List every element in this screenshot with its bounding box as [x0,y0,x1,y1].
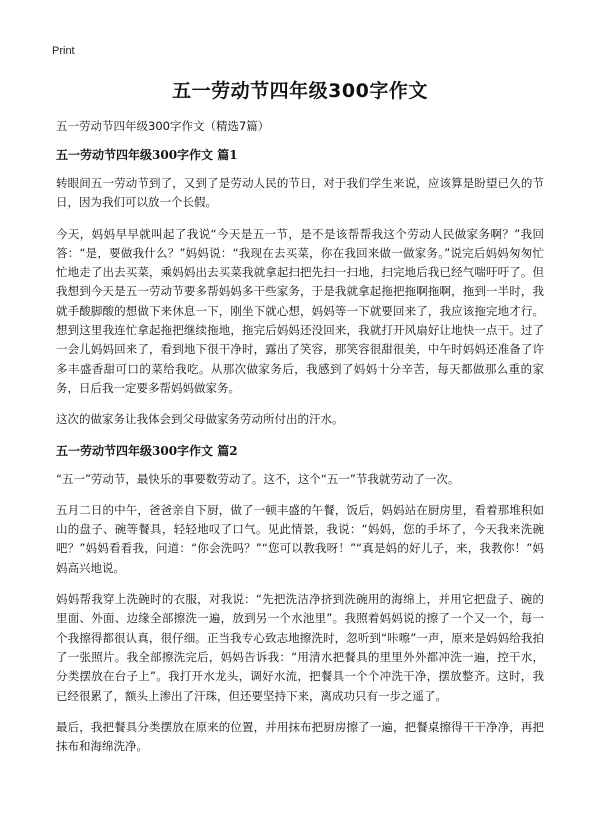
paragraph: 转眼间五一劳动节到了，又到了是劳动人民的节日，对于我们学生来说，应该算是盼望已久的节日，因为我们可以放一个长假。 [56,176,544,210]
paragraph: 最后，我把餐具分类摆放在原来的位置，并用抹布把厨房擦了一遍，把餐桌擦得干干净净，再把抹布和海绵洗净。 [56,719,544,754]
page-title: 五一劳动节四年级300字作文 [172,80,428,102]
document-subtitle: 五一劳动节四年级300字作文（精选7篇） [56,119,270,133]
section-heading: 五一劳动节四年级300字作文 篇2 [56,443,238,458]
paragraph: 妈妈帮我穿上洗碗时的衣服，对我说：“先把洗洁净挤到洗碗用的海绵上，并用它把盘子、碗的里面、外面、边缘全部擦洗一遍，放到另一个水池里”。我照着妈妈说的擦了一个又一个，每一个我擦得都很认真，很仔细。正当我专心致志地擦洗时，忽听到“咔嚓”一声，原来是妈妈给我拍了一张照片。我全部擦洗完后，妈妈告诉我：“用清水把餐具的里里外外都冲洗一遍，控干水，分类摆放在台子上”。我打开水龙头，调好水流，把餐具一个个冲洗干净，摆放整齐。这时，我已经很累了，额头上渗出了汗珠，但还要坚持下来，离成功只有一步之遥了。 [56,592,544,703]
print-link[interactable]: Print [52,45,75,57]
paragraph: 五月二日的中午，爸爸亲自下厨，做了一顿丰盛的午餐，饭后，妈妈站在厨房里，看着那堆积如山的盘子、碗等餐具，轻轻地叹了口气。见此情景，我说：“妈妈，您的手坏了，今天我来洗碗吧？”妈妈看看我，问道：“你会洗吗？”“您可以教我呀！”“真是妈的好儿子，来，我教你！”妈妈高兴地说。 [56,502,544,575]
section-2 [56,442,544,757]
paragraph: “五一”劳动节，最快乐的事要数劳动了。这不，这个“五一”节我就劳动了一次。 [56,471,460,486]
section-1 [56,146,544,430]
paragraph: 这次的做家务让我体会到父母做家务劳动所付出的汗水。 [56,412,344,427]
paragraph: 今天，妈妈早早就叫起了我说“今天是五一节，是不是该帮帮我这个劳动人民做家务啊？”我回答：“是，要做我什么？”妈妈说：“我现在去买菜，你在我回来做一做家务。”说完后妈妈匆匆忙忙地走了出去买菜，乘妈妈出去买菜我就拿起扫把先扫一扫地，扫完地后我已经气喘吁吁了。但我想到今天是五一劳动节要多帮妈妈多干些家务，于是我就拿起拖把拖啊拖啊，拖到一半时，我就手酸脚酸的想做下来休息一下，刚坐下就心想，妈妈等一下就要回来了，我应该拖完地才行。想到这里我连忙拿起拖把继续拖地，拖完后妈妈还没回来，我就打开风扇好让地快一点干。过了一会儿妈妈回来了，看到地下很干净时，露出了笑容，那笑容很甜很美，中午时妈妈还准备了许多丰盛香甜可口的菜给我吃。从那次做家务后，我感到了妈妈十分辛苦，每天都做那么重的家务，日后我一定要多帮妈妈做家务。 [56,226,544,395]
section-heading: 五一劳动节四年级300字作文 篇1 [56,148,238,162]
